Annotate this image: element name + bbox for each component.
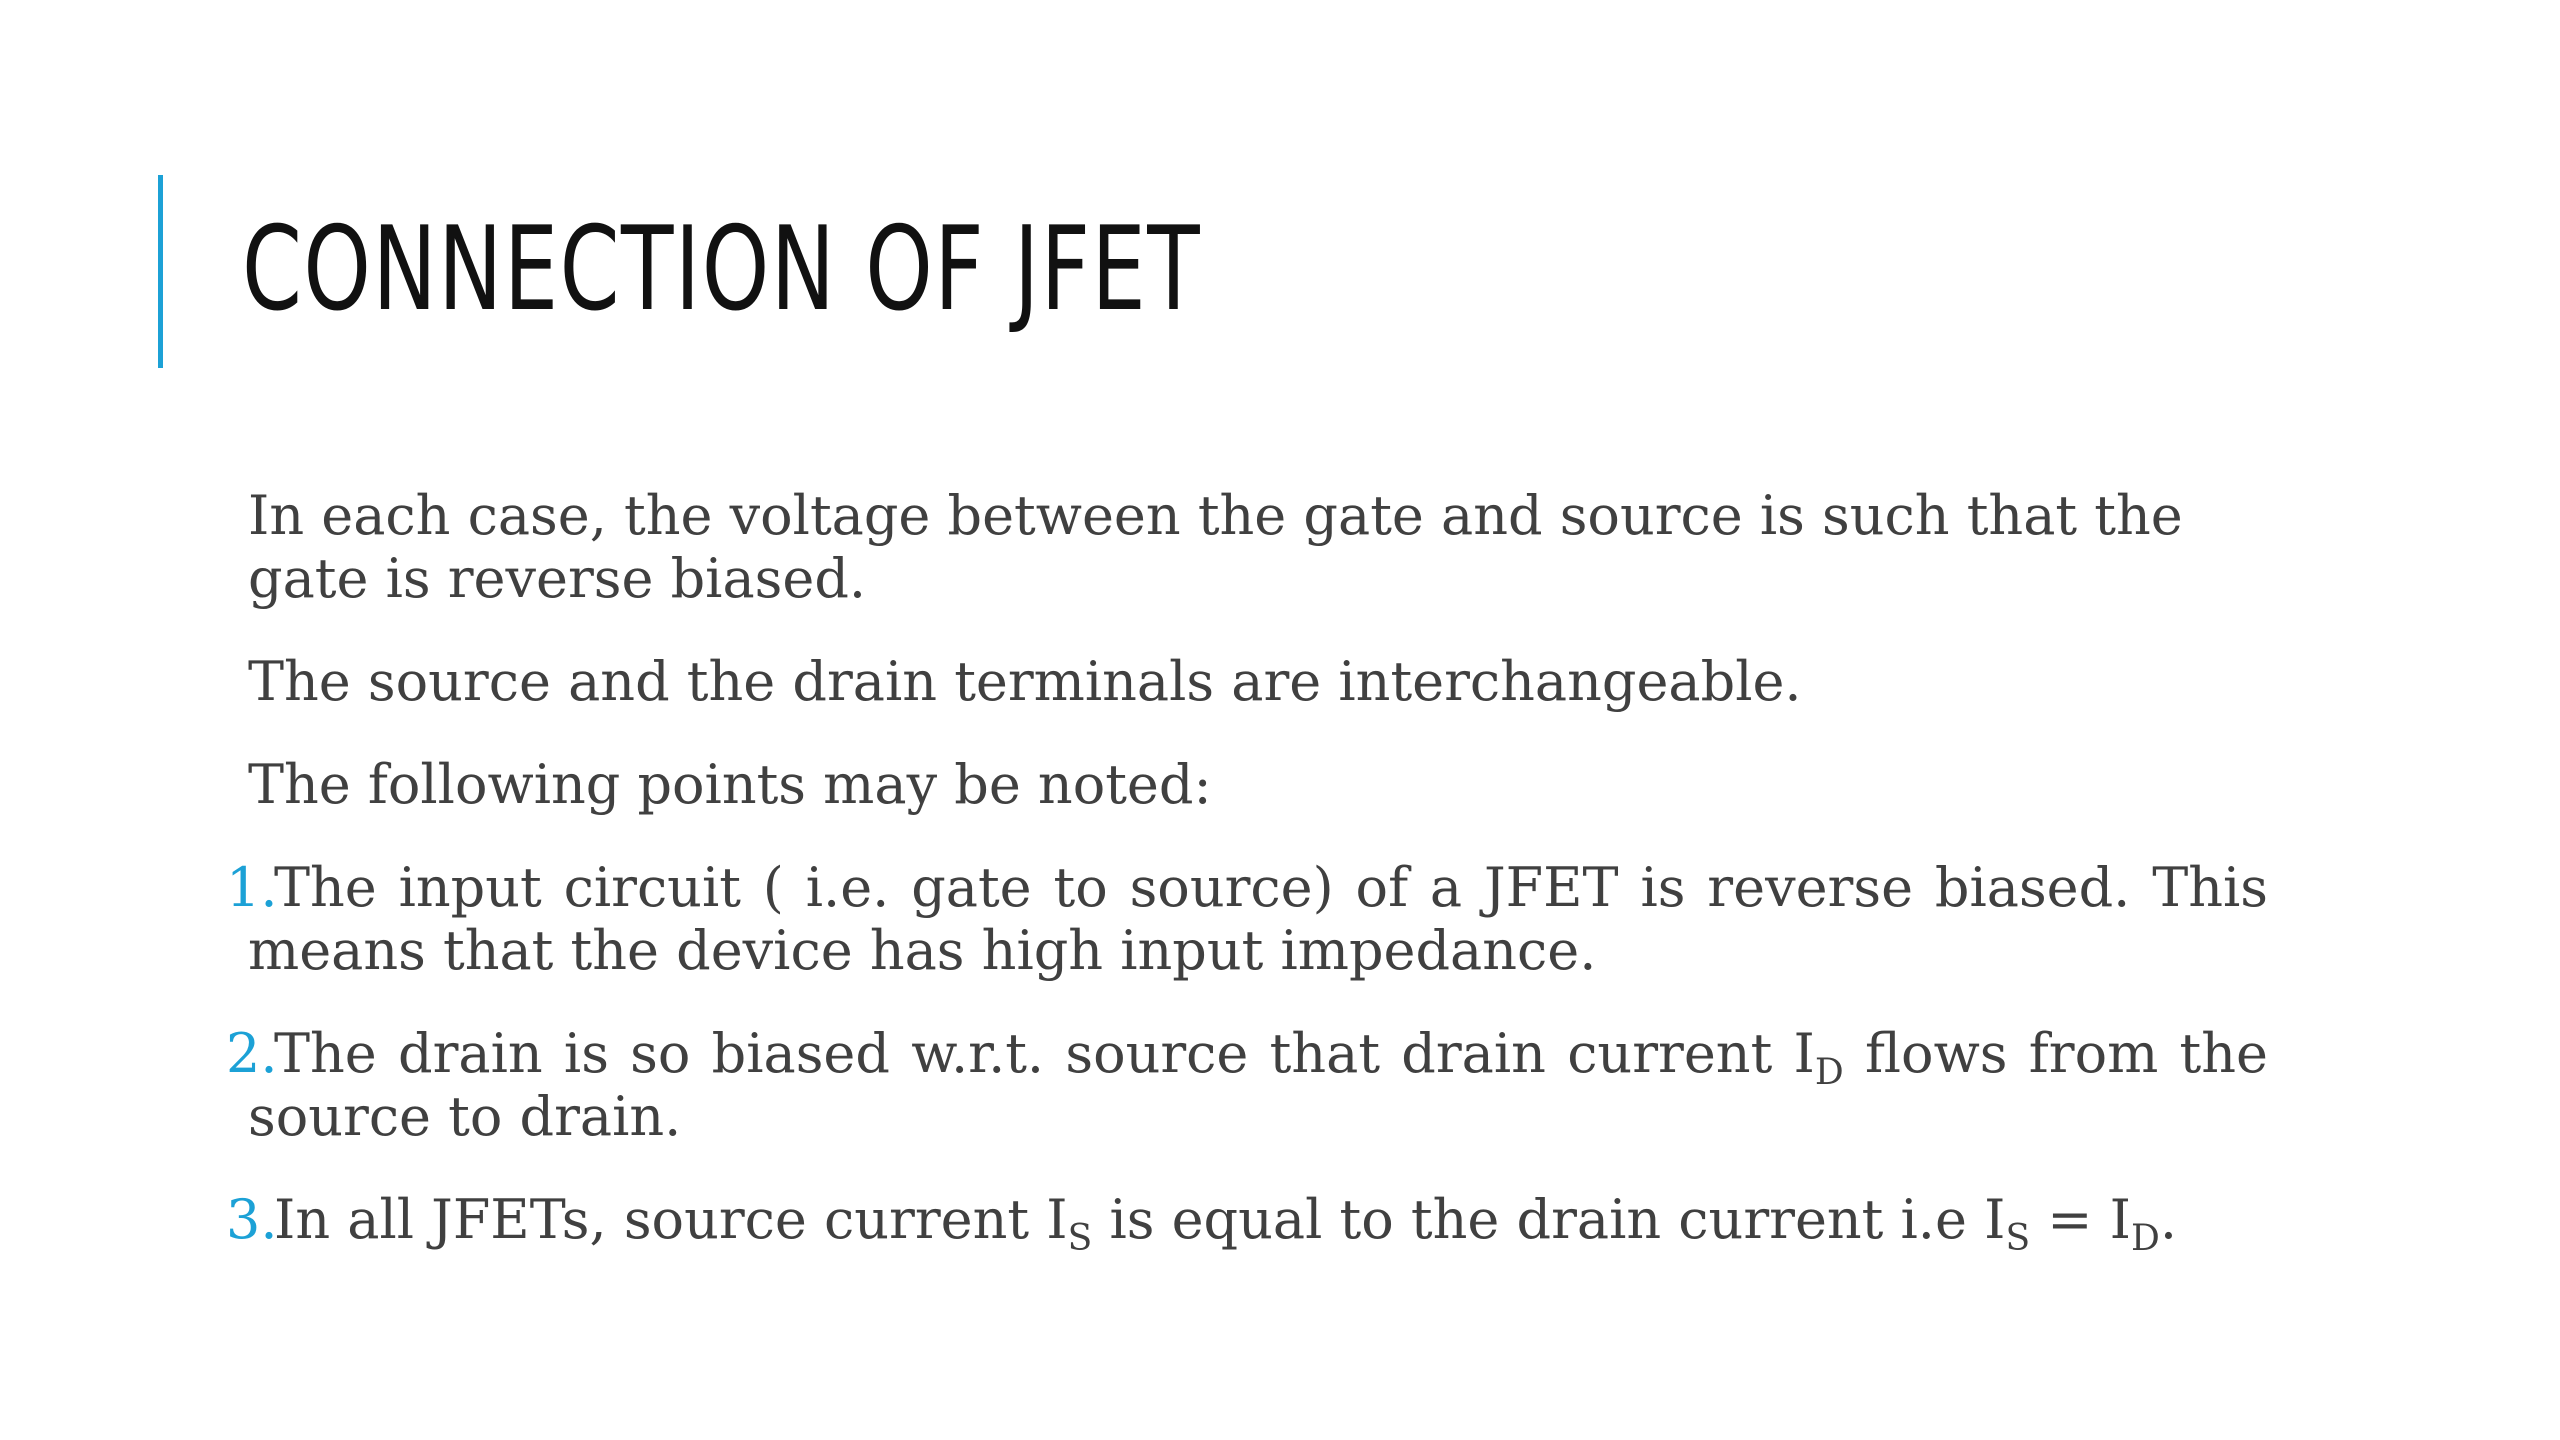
list-text-3 <box>248 1188 2268 1259</box>
subscript-d: D <box>1814 1052 1844 1093</box>
list-number-3: 3. <box>226 1188 278 1251</box>
list-text-2-before: The drain is so biased w.r.t. source that drain current I <box>274 1022 1815 1085</box>
list-text-3-middle: is equal to the drain current i.e I <box>1092 1188 2006 1251</box>
list-item-1 <box>226 856 2268 982</box>
subscript-s-2: S <box>2005 1218 2031 1259</box>
list-number-2: 2. <box>226 1022 278 1085</box>
slide-body <box>226 484 2268 1291</box>
paragraph-points-noted: The following points may be noted: <box>248 753 1212 816</box>
list-text-3-eq: = I <box>2030 1188 2132 1251</box>
list-text-2-after: flows from the source to drain. <box>248 1022 2268 1148</box>
subscript-s-1: S <box>1067 1218 1093 1259</box>
list-number-1: 1. <box>226 856 278 919</box>
list-item-2 <box>226 1022 2268 1148</box>
paragraph-interchangeable: The source and the drain terminals are interchangeable. <box>248 650 1802 713</box>
paragraph-reverse-bias: In each case, the voltage between the gate and source is such that the gate is reverse biased. <box>248 484 2183 610</box>
slide-title: CONNECTION OF JFET <box>242 202 1202 337</box>
list-text-1 <box>248 856 2268 982</box>
list-text-2 <box>248 1022 2268 1148</box>
title-accent-bar <box>158 175 163 368</box>
list-text-3-end: . <box>2159 1188 2178 1251</box>
subscript-d-2: D <box>2131 1218 2160 1259</box>
list-text-3-before: In all JFETs, source current I <box>274 1188 1068 1251</box>
list-item-3 <box>226 1188 2268 1259</box>
list-text-1-content: The input circuit ( i.e. gate to source) of a JFET is reverse biased. This means that the device has high input impedance. <box>248 856 2268 982</box>
